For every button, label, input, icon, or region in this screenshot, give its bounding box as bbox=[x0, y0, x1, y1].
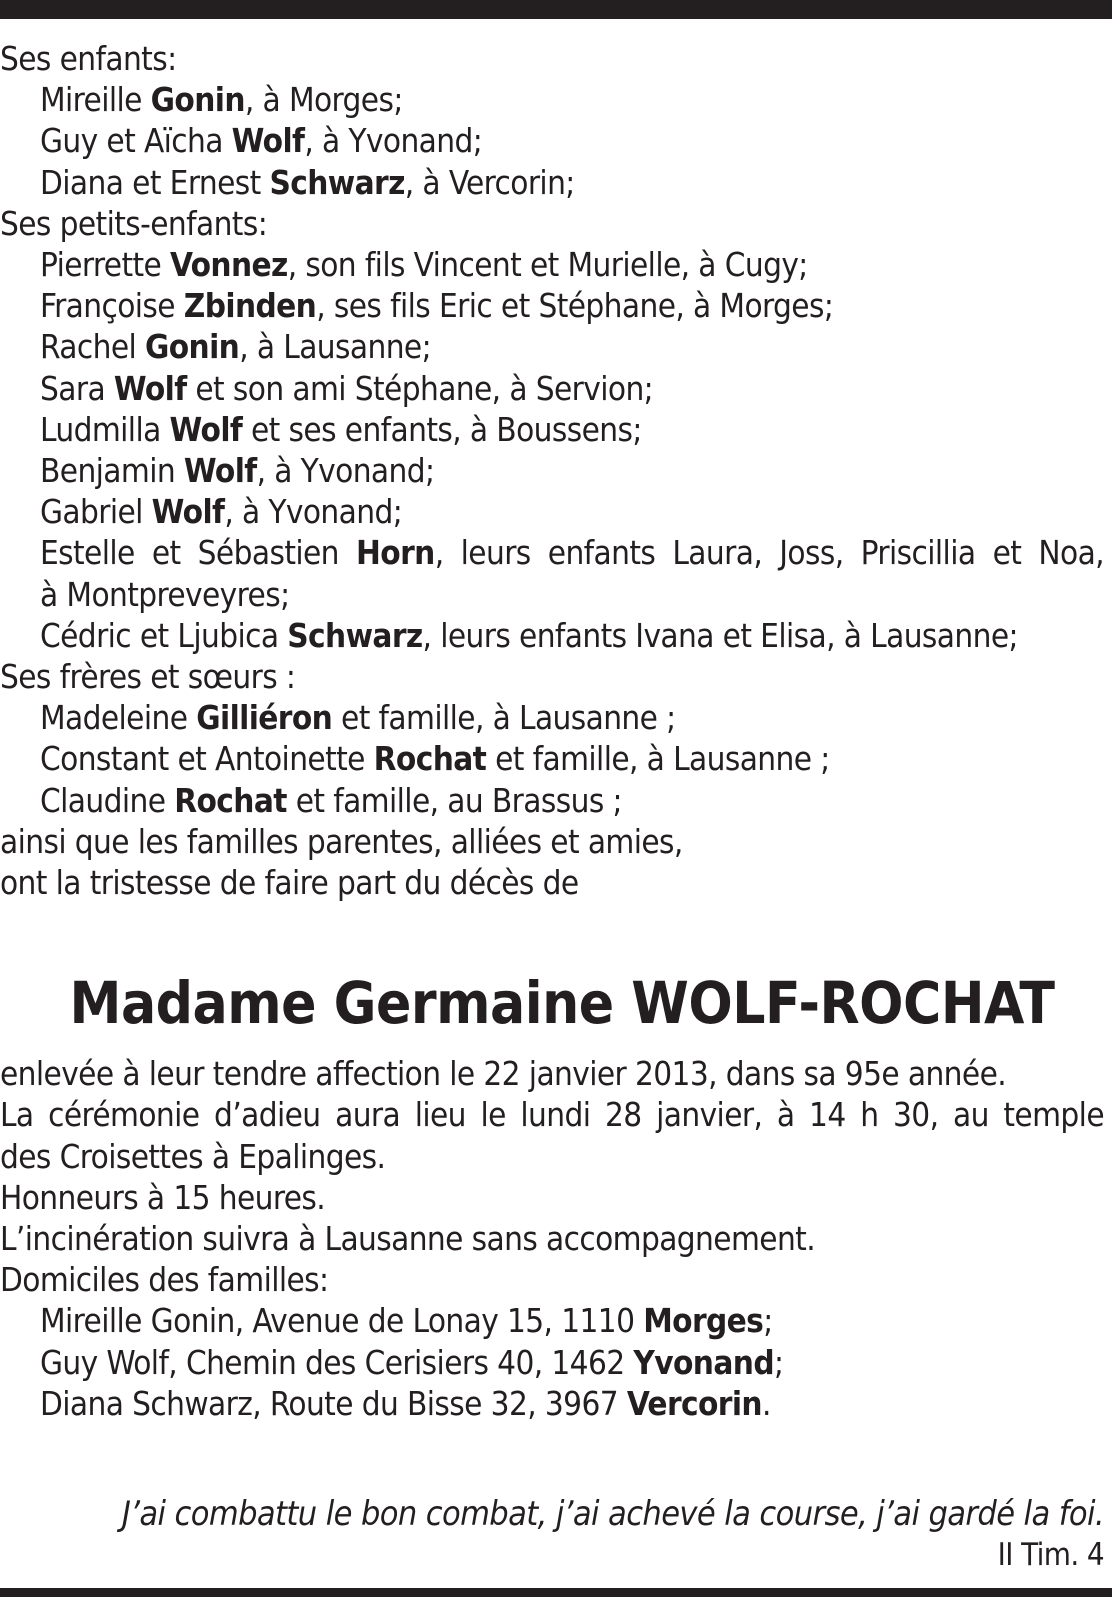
closing-line: ont la tristesse de faire part du décès de bbox=[0, 863, 579, 903]
list-item: Claudine Rochat et famille, au Brassus ; bbox=[40, 780, 622, 820]
list-item: Rachel Gonin, à Lausanne; bbox=[40, 327, 431, 367]
list-item: Gabriel Wolf, à Yvonand; bbox=[40, 492, 403, 532]
list-item: Madeleine Gilliéron et famille, à Lausanne ; bbox=[40, 698, 676, 738]
section-heading: Domiciles des familles: bbox=[0, 1260, 329, 1300]
list-item: Diana Schwarz, Route du Bisse 32, 3967 Vercorin. bbox=[40, 1383, 771, 1423]
closing-line: ainsi que les familles parentes, alliées et amies, bbox=[0, 821, 683, 861]
list-item: Guy et Aïcha Wolf, à Yvonand; bbox=[40, 121, 483, 161]
list-item: Diana et Ernest Schwarz, à Vercorin; bbox=[40, 162, 575, 202]
bottom-rule bbox=[0, 1588, 1112, 1597]
list-item-continuation: à Montpreveyres; bbox=[40, 574, 290, 614]
list-item: Pierrette Vonnez, son fils Vincent et Murielle, à Cugy; bbox=[40, 245, 808, 285]
children-section bbox=[0, 38, 1104, 203]
section-heading: Ses enfants: bbox=[0, 39, 177, 78]
death-date-line: enlevée à leur tendre affection le 22 janvier 2013, dans sa 95e année. bbox=[0, 1054, 1007, 1094]
bible-reference: II Tim. 4 bbox=[997, 1537, 1104, 1574]
siblings-section bbox=[0, 656, 1104, 821]
top-rule bbox=[0, 0, 1112, 19]
ceremony-location: des Croisettes à Epalinges. bbox=[0, 1136, 386, 1176]
section-heading: Ses petits-enfants: bbox=[0, 203, 268, 243]
deceased-name: Madame Germaine WOLF-ROCHAT bbox=[69, 969, 1055, 1038]
list-item: Ludmilla Wolf et ses enfants, à Boussens; bbox=[40, 409, 642, 449]
honours-line: Honneurs à 15 heures. bbox=[0, 1177, 326, 1217]
cremation-line: L’incinération suivra à Lausanne sans accompagnement. bbox=[0, 1219, 816, 1259]
bible-quote: J’ai combattu le bon combat, j’ai achevé la course, j’ai gardé la foi. bbox=[121, 1494, 1104, 1535]
list-item: Guy Wolf, Chemin des Cerisiers 40, 1462 Yvonand; bbox=[40, 1342, 784, 1382]
list-item: Françoise Zbinden, ses fils Eric et Stéphane, à Morges; bbox=[40, 286, 834, 326]
list-item: Cédric et Ljubica Schwarz, leurs enfants Ivana et Elisa, à Lausanne; bbox=[40, 615, 1018, 655]
obituary-notice bbox=[0, 38, 1104, 1577]
ceremony-line: La cérémonie d’adieu aura lieu le lundi 28 janvier, à 14 h 30, au temple bbox=[0, 1095, 1104, 1135]
grandchildren-section bbox=[0, 203, 1104, 656]
list-item: Constant et Antoinette Rochat et famille, à Lausanne ; bbox=[40, 739, 830, 779]
section-heading: Ses frères et sœurs : bbox=[0, 657, 296, 697]
list-item: Estelle et Sébastien Horn, leurs enfants Laura, Joss, Priscillia et Noa, bbox=[40, 533, 1104, 573]
domiciles-section bbox=[0, 1259, 1104, 1424]
list-item: Mireille Gonin, à Morges; bbox=[40, 80, 403, 120]
list-item: Mireille Gonin, Avenue de Lonay 15, 1110 Morges; bbox=[40, 1301, 773, 1341]
list-item: Sara Wolf et son ami Stéphane, à Servion; bbox=[40, 368, 654, 408]
list-item: Benjamin Wolf, à Yvonand; bbox=[40, 451, 435, 491]
